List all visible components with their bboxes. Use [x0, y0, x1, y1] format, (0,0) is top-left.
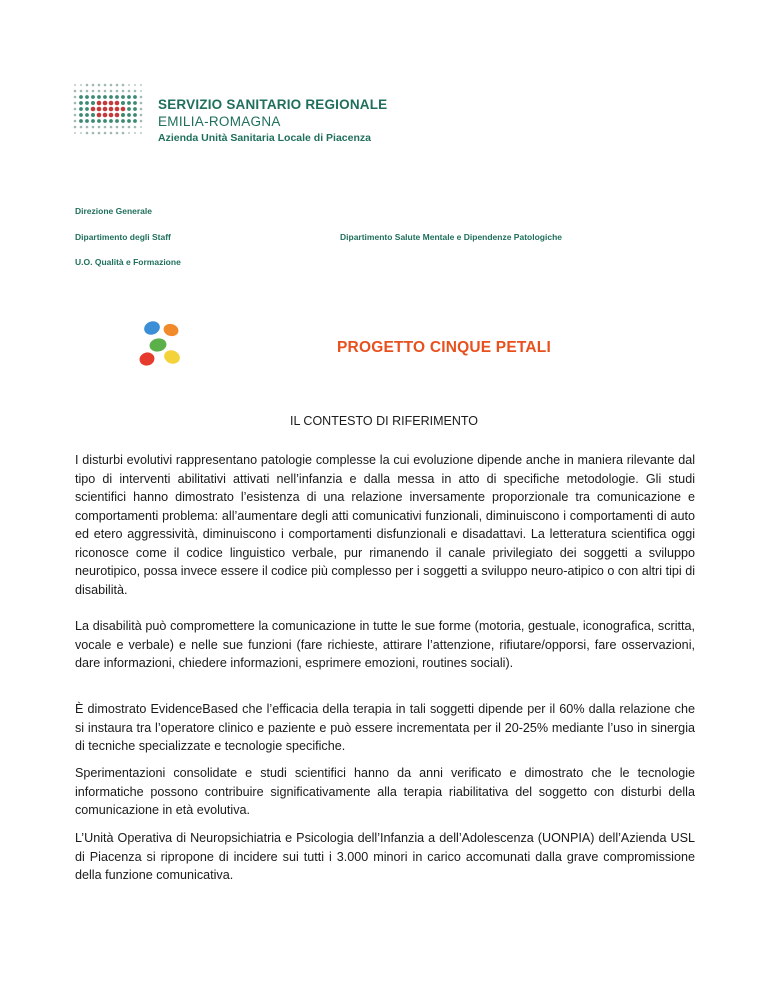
logo-dot [79, 101, 83, 105]
logo-dot [103, 107, 108, 112]
logo-dot [97, 95, 101, 99]
logo-dot [91, 107, 96, 112]
logo-dot [115, 101, 120, 106]
logo-dot [133, 95, 137, 99]
logo-dot [103, 113, 108, 118]
logo-dot [116, 132, 119, 135]
logo-dot [109, 113, 114, 118]
logo-dot [121, 101, 125, 105]
logo-dot [98, 90, 101, 93]
logo-dot [133, 119, 137, 123]
logo-dot [140, 84, 142, 86]
logo-dot [92, 132, 95, 135]
logo-dot [85, 107, 89, 111]
logo-dot [140, 114, 143, 117]
logo-dot [134, 132, 136, 134]
logo-dot [74, 114, 77, 117]
logo-dot [109, 107, 114, 112]
logo-dot [97, 101, 102, 106]
logo-dot [116, 126, 119, 129]
logo-dot [122, 126, 125, 129]
logo-dot [115, 113, 120, 118]
paragraph-3: È dimostrato EvidenceBased che l’efficacia della terapia in tali soggetti dipende per il 60% dalla relazione che si instaura tra l’operatore clinico e paziente e può essere incrementata per il 20-25% mediante l’uso in sinergia di tecniche specializzate e tecnologie specifiche. [75, 702, 695, 753]
logo-dot [140, 96, 143, 99]
org-name-line3: Azienda Unità Sanitaria Locale di Piacenza [158, 132, 371, 144]
org-name-line1: SERVIZIO SANITARIO REGIONALE [158, 97, 388, 112]
logo-dot [115, 119, 119, 123]
logo-dot [110, 126, 113, 129]
org-name-line2: EMILIA-ROMAGNA [158, 114, 281, 129]
dept-staff: Dipartimento degli Staff [75, 232, 171, 242]
logo-dot [140, 102, 143, 105]
logo-dot [91, 119, 95, 123]
logo-dot [140, 108, 143, 111]
logo-dot [134, 90, 137, 93]
logo-dot [80, 132, 82, 134]
logo-dot [127, 119, 131, 123]
logo-dot [86, 90, 89, 93]
logo-dot [116, 84, 119, 87]
paragraph-1: I disturbi evolutivi rappresentano patologie complesse la cui evoluzione dipende anche in maniera rilevante dal tipo di interventi abilitativi attivati nell’infanzia e dalla messa in atto di specifiche metodologie. Gli studi scientifici hanno dimostrato l’esistenza di una relazione inversamente proporzionale tra comunicazione e comportamenti problema: all’aumentare degli atti comunicativi funzionali, diminuiscono i comportamenti di auto ed etero aggressività, diminuiscono i comportamenti disfunzionali e disadattavi. La letteratura scientifica oggi riconosce come il codice linguistico verbale, pur rimanendo il canale privilegiato dei soggetti a sviluppo neurotipico, possa invece essere il codice più complesso per i soggetti a sviluppo neuro-atipico o con altri tipi di disabilità. [75, 453, 695, 597]
logo-dot [74, 102, 77, 105]
logo-dot [74, 120, 77, 123]
logo-dot [92, 84, 95, 87]
logo-dot [86, 84, 89, 87]
logo-dot [74, 132, 76, 134]
logo-dot [85, 101, 89, 105]
logo-dot [80, 84, 82, 86]
logo-dot [122, 90, 125, 93]
logo-dot [92, 126, 95, 129]
logo-dot [85, 113, 89, 117]
logo-dot [103, 95, 107, 99]
paragraph-4: Sperimentazioni consolidate e studi scientifici hanno da anni verificato e dimostrato che le tecnologie informatiche possono contribuire significativamente alla terapia riabilitativa del soggetto con disturbi della comunicazione in età evolutiva. [75, 766, 695, 817]
logo-dot [133, 101, 137, 105]
organization-logo [158, 96, 387, 146]
logo-dot [91, 101, 95, 105]
logo-dot [86, 132, 89, 135]
logo-dot [140, 120, 143, 123]
dept-direzione: Direzione Generale [75, 206, 153, 216]
logo-dot [74, 126, 77, 129]
logo-dot [109, 119, 113, 123]
paragraph-5: L’Unità Operativa di Neuropsichiatria e Psicologia dell’Infanzia a dell’Adolescenza (UONPIA) dell’Azienda USL di Piacenza si ripropone di incidere sui tutti i 3.000 minori in carico accomunati dalla grave compromissione della funzione comunicativa. [75, 831, 695, 882]
logo-dot [140, 132, 142, 134]
logo-dot [104, 90, 107, 93]
logo-dot [140, 90, 142, 92]
logo-dot [92, 90, 95, 93]
paragraph-2: La disabilità può compromettere la comunicazione in tutte le sue forme (motoria, gestuale, iconografica, scritta, vocale e verbale) e nelle sue funzioni (fare richieste, attirare l’attenzione, rifiutare/opporsi, fare osservazioni, dare informazioni, chiedere informazioni, esprimere emozioni, routines sociali). [75, 619, 695, 670]
logo-dot [121, 119, 125, 123]
logo-dot [134, 126, 137, 129]
logo-dot [79, 113, 83, 117]
dept-qualita: U.O. Qualità e Formazione [75, 257, 181, 267]
logo-dot [104, 126, 107, 129]
logo-dot [103, 101, 108, 106]
petal-orange [162, 322, 180, 337]
logo-dot [98, 132, 101, 135]
logo-dot [80, 90, 83, 93]
logo-dot [128, 132, 130, 134]
logo-dot [133, 113, 137, 117]
logo-dot [98, 126, 101, 129]
logo-dot [110, 90, 113, 93]
logo-dot [103, 119, 107, 123]
logo-dot [86, 126, 89, 129]
logo-dot [79, 107, 83, 111]
logo-dot-matrix [72, 82, 144, 146]
logo-dot [122, 84, 125, 87]
section-heading: IL CONTESTO DI RIFERIMENTO [290, 414, 478, 428]
logo-dot [97, 119, 101, 123]
dept-salute-mentale: Dipartimento Salute Mentale e Dipendenze Patologiche [340, 232, 562, 242]
logo-dot [127, 107, 131, 111]
logo-dot [127, 95, 131, 99]
logo-dot [104, 84, 107, 87]
logo-dot [74, 84, 76, 86]
logo-dot [116, 90, 119, 93]
logo-dot [140, 126, 142, 128]
logo-dot [91, 113, 95, 117]
petal-blue [142, 319, 161, 337]
logo-dot [122, 132, 125, 135]
logo-dot [85, 95, 89, 99]
logo-dot [74, 108, 77, 111]
logo-dot [74, 90, 77, 93]
logo-dot [104, 132, 107, 135]
logo-dot [110, 132, 113, 135]
logo-dot [133, 107, 137, 111]
logo-dot [128, 84, 130, 86]
logo-dot [127, 113, 131, 117]
logo-dot [109, 95, 113, 99]
logo-dot [115, 107, 120, 112]
logo-dot [121, 113, 125, 117]
logo-dot [121, 95, 125, 99]
logo-dot [128, 126, 131, 129]
logo-dot [98, 84, 101, 87]
document-title: PROGETTO CINQUE PETALI [337, 339, 551, 356]
logo-dot [110, 84, 113, 87]
logo-dot [85, 119, 89, 123]
logo-dot [74, 96, 77, 99]
logo-dot [134, 84, 136, 86]
logo-dot [127, 101, 131, 105]
logo-dot [79, 119, 83, 123]
logo-dot [79, 95, 83, 99]
logo-dot [128, 90, 131, 93]
logo-dot [121, 107, 126, 112]
logo-dot [97, 113, 102, 118]
logo-dot [109, 101, 114, 106]
logo-dot [80, 126, 83, 129]
logo-dot [97, 107, 102, 112]
logo-dot [91, 95, 95, 99]
logo-dot [115, 95, 119, 99]
